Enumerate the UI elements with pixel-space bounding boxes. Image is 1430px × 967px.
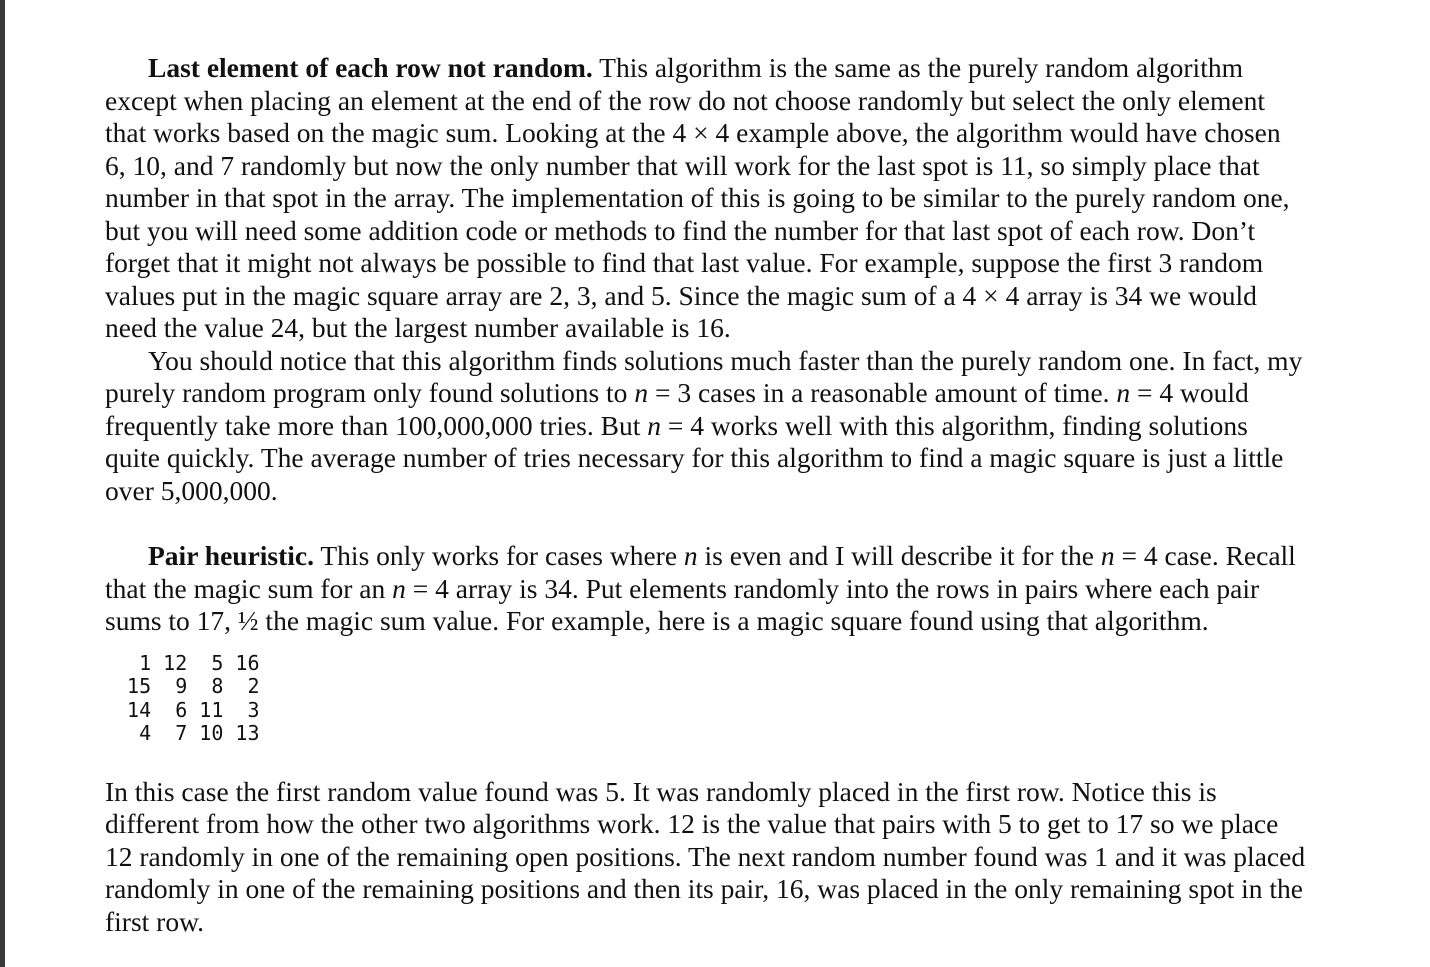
section-heading: Last element of each row not random. (148, 52, 593, 83)
magic-square-grid (115, 652, 1345, 746)
paragraph-line: that the magic sum for an n = 4 array is 34. Put elements randomly into the rows in pairs where each pair (105, 572, 1260, 604)
magic-square-row: 4 7 10 13 (115, 721, 260, 745)
math-variable: n (647, 409, 661, 441)
paragraph-line: In this case the first random value found was 5. It was randomly placed in the first row. Notice this is (105, 775, 1217, 807)
paragraph-pair-heuristic (105, 540, 1345, 638)
paragraph-line: forget that it might not always be possible to find that last value. For example, suppose the first 3 random (105, 247, 1264, 278)
paragraph-line: sums to 17, ½ the magic sum value. For example, here is a magic square found using that algorithm. (105, 605, 1209, 636)
paragraph-line: need the value 24, but the largest number available is 16. (105, 312, 731, 343)
document-page (105, 52, 1345, 938)
math-variable: n (683, 540, 698, 571)
paragraph-line: first row. (105, 905, 205, 937)
paragraph-line: over 5,000,000. (105, 474, 278, 506)
paragraph-line: but you will need some addition code or methods to find the number for that last spot of each row. Don’t (105, 214, 1256, 246)
paragraph-line: 6, 10, and 7 randomly but now the only number that will work for the last spot is 11, so simply place that (105, 149, 1260, 181)
magic-square-row: 1 12 5 16 (115, 650, 260, 675)
paragraph-line: randomly in one of the remaining positions and then its pair, 16, was placed in the only remaining spot in the (105, 873, 1303, 904)
paragraph-line: Pair heuristic. This only works for cases where n is even and I will describe it for the n = 4 case. Recall (148, 540, 1296, 571)
section-heading: Pair heuristic. (148, 540, 314, 571)
paragraph-last-element (105, 52, 1345, 345)
magic-square-row: 15 9 8 2 (115, 674, 260, 698)
paragraph-speed (105, 345, 1345, 508)
paragraph-line: You should notice that this algorithm finds solutions much faster than the purely random one. In fact, my (148, 344, 1303, 376)
paragraph-example-explanation (105, 776, 1345, 939)
window-edge (0, 0, 5, 967)
paragraph-line: except when placing an element at the end of the row do not choose randomly but select the only element (105, 84, 1265, 116)
paragraph-line: Last element of each row not random. This algorithm is the same as the purely random algorithm (148, 52, 1243, 83)
paragraph-line: values put in the magic square array are 2, 3, and 5. Since the magic sum of a 4 × 4 array is 34 we would (105, 279, 1257, 311)
math-variable: n (392, 572, 406, 604)
math-variable: n (1116, 377, 1131, 408)
math-variable: n (634, 377, 649, 408)
paragraph-line: purely random program only found solutions to n = 3 cases in a reasonable amount of time. n = 4 would (105, 377, 1249, 408)
paragraph-line: 12 randomly in one of the remaining open positions. The next random number found was 1 and it was placed (105, 840, 1306, 872)
magic-square-row: 14 6 11 3 (115, 697, 260, 722)
paragraph-line: number in that spot in the array. The implementation of this is going to be similar to the purely random one, (105, 182, 1290, 213)
paragraph-line: different from how the other two algorithms work. 12 is the value that pairs with 5 to get to 17 so we place (105, 808, 1279, 839)
math-variable: n (1100, 540, 1115, 571)
paragraph-line: that works based on the magic sum. Looking at the 4 × 4 example above, the algorithm would have chosen (105, 117, 1281, 148)
paragraph-line: quite quickly. The average number of tries necessary for this algorithm to find a magic square is just a little (105, 442, 1284, 473)
paragraph-line: frequently take more than 100,000,000 tries. But n = 4 works well with this algorithm, finding solutions (105, 409, 1248, 441)
